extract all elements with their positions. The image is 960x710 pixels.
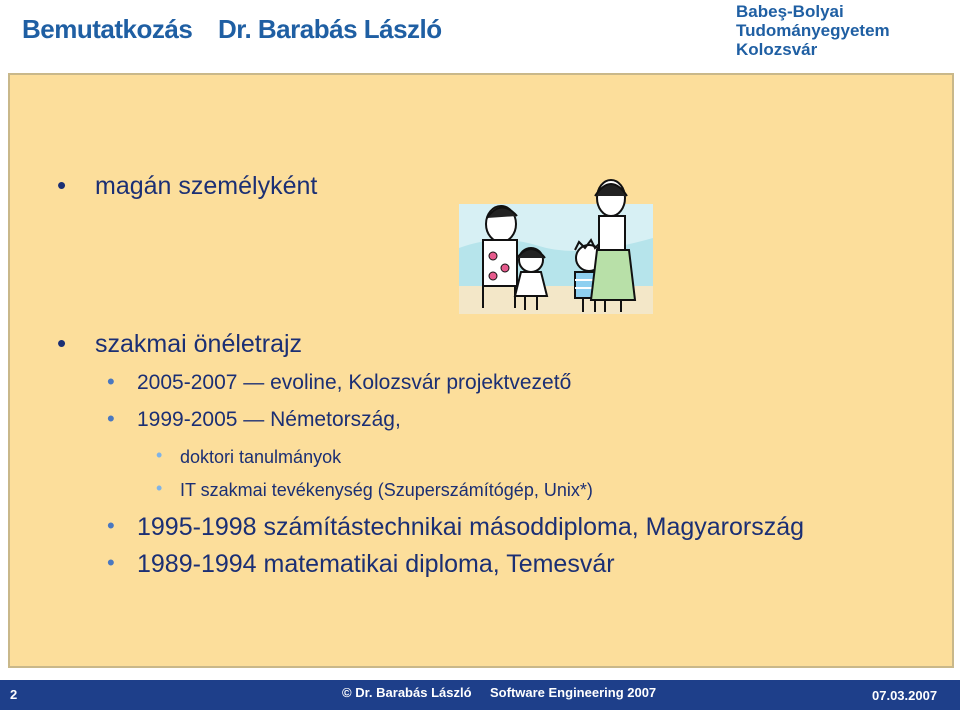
cv-item-math-degree: • 1989-1994 matematikai diploma, Temesvár: [137, 550, 615, 579]
germany-subitem-it: • IT szakmai tevékenység (Szuperszámítógép, Unix*): [180, 480, 593, 501]
family-clipart: [459, 178, 653, 314]
slide-footer: [0, 680, 960, 710]
footer-course: Software Engineering 2007: [490, 685, 657, 700]
bullet-private: • magán személyként: [95, 172, 317, 201]
cv-item-second-degree: • 1995-1998 számítástechnikai másoddiploma, Magyarország: [137, 513, 804, 542]
bullet-cv: • szakmai önéletrajz: [95, 330, 302, 359]
footer-date: 07.03.2007: [872, 688, 938, 703]
university-line-3: Kolozsvár: [736, 40, 818, 59]
slide-title: Bemutatkozás: [22, 14, 193, 44]
cv-item-evoline: • 2005-2007 — evoline, Kolozsvár projektvezető: [137, 371, 571, 395]
author-name: Dr. Barabás László: [218, 14, 442, 44]
university-line-2: Tudományegyetem: [736, 21, 890, 40]
germany-subitem-doctoral: • doktori tanulmányok: [180, 447, 341, 468]
university-line-1: Babeş-Bolyai: [736, 2, 844, 21]
slide-number: 2: [10, 687, 18, 702]
footer-copyright: © Dr. Barabás László: [342, 685, 472, 700]
cv-item-germany: • 1999-2005 — Németország,: [137, 408, 401, 432]
